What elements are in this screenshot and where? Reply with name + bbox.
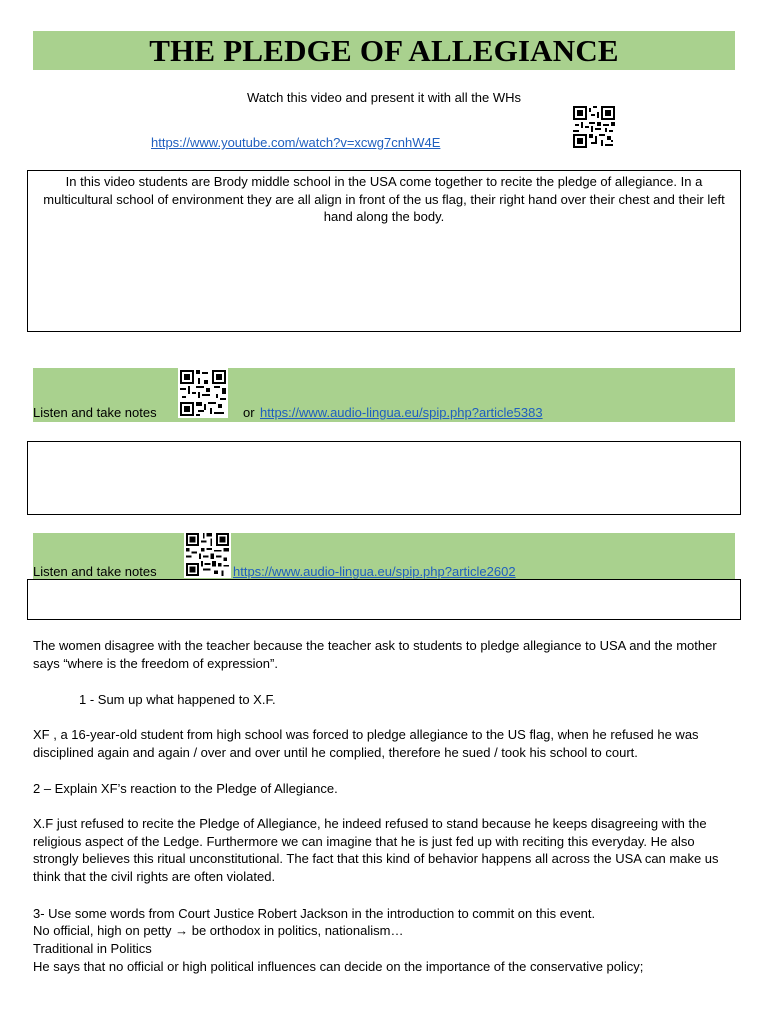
listen-1-link-row [260, 405, 543, 420]
video-summary-box [27, 170, 741, 332]
answer-2: X.F just refused to recite the Pledge of Allegiance, he indeed refused to stand because he keeps disagreeing with the religious aspect of the Ledge. Furthermore we can imagine that he is just fed up with reciting this everyday. He also strongly believes this ritual unconstitutional. The fact that this kind of behavior happens all across the USA can make us think that the civil rights are often violated. [33, 816, 719, 884]
intro-text: Watch this video and present it with all the WHs [246, 90, 522, 105]
video-summary-text: In this video students are Brody middle school in the USA come together to recite the pledge of allegiance. In a multicultural school of environment they are all align in front of the us flag, their right hand over their chest and their left hand along the body. [43, 174, 725, 225]
qr-code-icon [184, 531, 231, 578]
video-link-row [151, 135, 440, 150]
question-3: 3- Use some words from Court Justice Robert Jackson in the introduction to commit on this event. [33, 906, 596, 921]
notes-box-2[interactable] [27, 579, 741, 620]
question-1: 1 - Sum up what happened to X.F. [79, 692, 276, 707]
audio-link-2602[interactable]: https://www.audio-lingua.eu/spip.php?article2602 [233, 564, 516, 579]
note-line-1: No official, high on petty → be orthodox in politics, nationalism… [33, 923, 404, 938]
notes-box-1[interactable] [27, 441, 741, 515]
video-link[interactable]: https://www.youtube.com/watch?v=xcwg7cnhW4E [151, 135, 441, 150]
qr-code-icon [178, 368, 228, 418]
answer-p1: The women disagree with the teacher because the teacher ask to students to pledge allegiance to USA and the mother says “where is the freedom of expression”. [33, 638, 717, 671]
listen-1-label: Listen and take notes [33, 405, 157, 420]
audio-link-5383[interactable]: https://www.audio-lingua.eu/spip.php?article5383 [260, 405, 543, 420]
answer-1: XF , a 16-year-old student from high school was forced to pledge allegiance to the US flag, when he refused he was disciplined again and again / over and over until he complied, therefore he sued / took his school to court. [33, 727, 699, 760]
listen-2-label: Listen and take notes [33, 564, 157, 579]
qr-code-graphic [572, 106, 616, 148]
listen-2-link-row [233, 564, 516, 579]
note-line-3: He says that no official or high political influences can decide on the importance of the conservative policy; [33, 959, 644, 974]
listen-1-or: or [243, 405, 255, 420]
note-line-2: Traditional in Politics [33, 941, 152, 956]
question-2: 2 – Explain XF’s reaction to the Pledge of Allegiance. [33, 781, 338, 796]
qr-code-icon [572, 106, 616, 148]
page-title: THE PLEDGE OF ALLEGIANCE [33, 31, 735, 70]
